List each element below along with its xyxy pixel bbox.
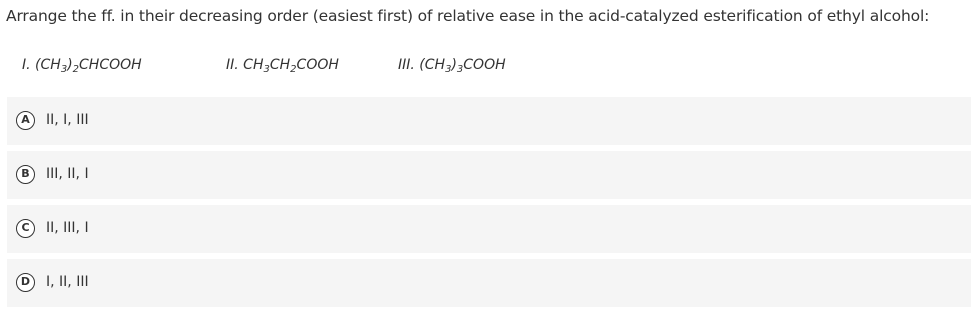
option-letter-badge: A [16,111,35,130]
formula-subscript: 3 [263,64,270,75]
formula-part: CH [243,57,264,73]
option-a[interactable] [7,97,971,145]
option-b[interactable] [7,151,971,199]
compound-i [22,57,142,73]
option-c[interactable] [7,205,971,253]
compound-numeral: I. [22,57,31,73]
compound-ii [226,57,339,73]
formula-subscript: 3 [456,64,464,75]
formula-part: CH [269,57,291,73]
option-d[interactable] [7,259,971,307]
formula-part: (CH [419,57,446,73]
compound-numeral: III. [398,57,415,73]
option-text: I, II, III [46,274,89,290]
option-text: II, I, III [46,112,89,128]
option-text: III, II, I [46,166,89,182]
formula-part: CHCOOH [79,57,142,73]
compound-numeral: II. [226,57,239,73]
formula-subscript: 2 [72,64,80,75]
formula-subscript: 3 [445,64,452,75]
formula-subscript: 3 [60,64,68,75]
option-text: II, III, I [46,220,89,236]
question-text: Arrange the ff. in their decreasing order (easiest first) of relative ease in the acid-catalyzed esterification of ethyl alcohol: [6,7,930,25]
formula-part: COOH [463,57,506,73]
formula-subscript: 2 [290,64,297,75]
option-letter-badge: C [16,219,35,238]
compound-iii [398,57,506,73]
formula-part: ) [451,57,457,73]
formula-part: ) [67,57,73,73]
option-letter-badge: B [16,165,35,184]
formula-part: COOH [296,57,339,73]
formula-part: (CH [35,57,61,73]
option-letter-badge: D [16,273,35,292]
